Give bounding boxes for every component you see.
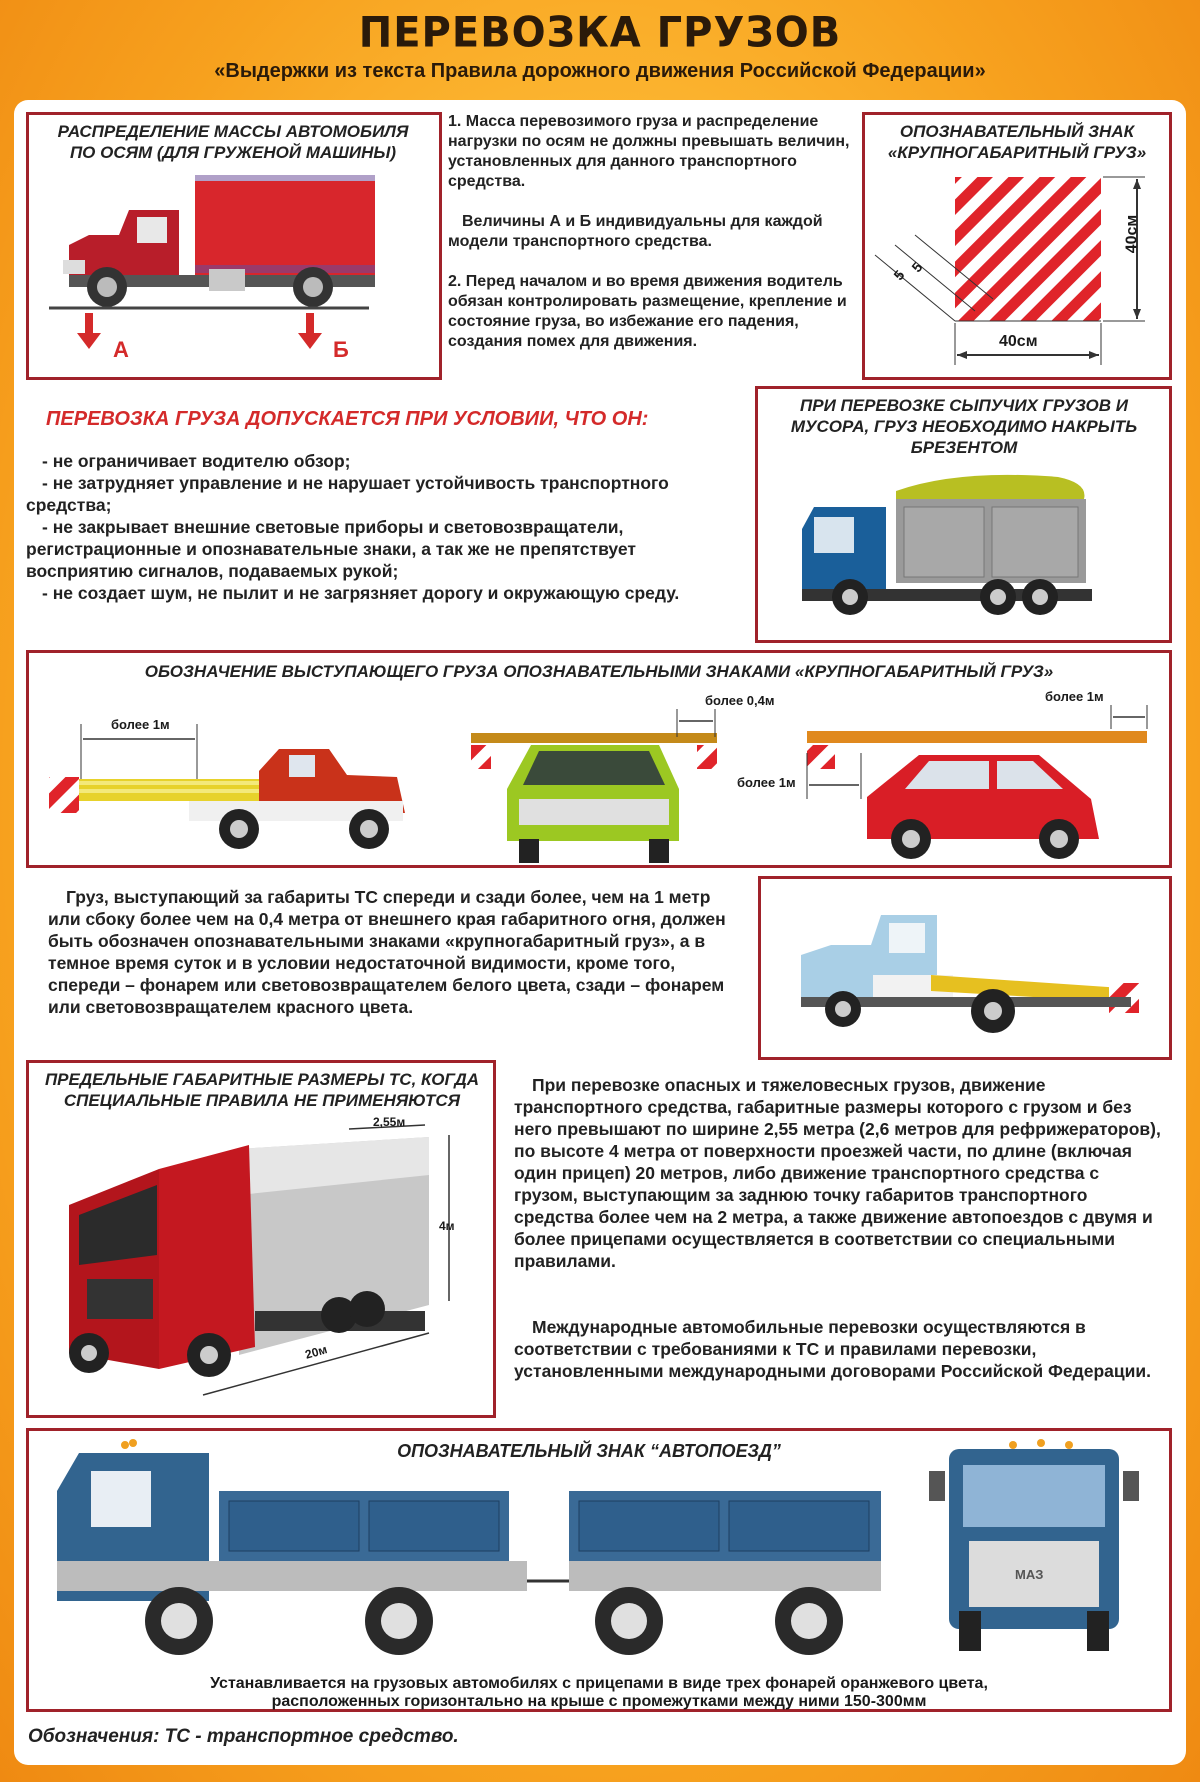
protrude-front-label: более 1м xyxy=(1045,689,1104,704)
dangerous-goods-text: При перевозке опасных и тяжеловесных грузов, движение транспортного средства, габаритные размеры которого с грузом и без него превышают по ширине 2,55 метра (2,6 метров для рефрижераторов), по высоте 4 метра от поверхности проезжей части, по длине (включая один прицеп) 20 метров, либо движение транспортного средства с грузом, выступающим за заднюю точку габаритов транспортного средства более чем на 2 метра, а также движение автопоездов с двумя и более прицепами осуществляется в соответствии со специальными правилами. xyxy=(514,1075,1161,1271)
rules-text xyxy=(448,112,860,352)
condition-item: - не создает шум, не пылит и не загрязняет дорогу и окружающую среду. xyxy=(42,583,680,603)
protruding-rules-text: Груз, выступающий за габариты ТС спереди и сзади более, чем на 1 метр или сбоку более чем на 0,4 метра от внешнего края габаритного огня, должен быть обозначен опознавательными знаками «крупногабаритный груз», а в темное время суток и в условии недостаточной видимости, кроме того, спереди – фонарем или световозвращателем белого цвета, сзади – фонарем или световозвращателем красного цвета. xyxy=(48,887,726,1017)
road-train-box xyxy=(26,1428,1172,1712)
axle-label-b: Б xyxy=(333,337,349,362)
grille-brand-label: МАЗ xyxy=(1015,1567,1044,1582)
road-train-title: ОПОЗНАВАТЕЛЬНЫЙ ЗНАК “АВТОПОЕЗД” xyxy=(397,1441,781,1461)
abbreviations-footnote: Обозначения: ТС - транспортное средство. xyxy=(28,1726,459,1747)
blue-dump-truck-illustration xyxy=(758,469,1168,639)
axle-label-a: А xyxy=(113,337,129,362)
dimensions-box-title: ПРЕДЕЛЬНЫЕ ГАБАРИТНЫЕ РАЗМЕРЫ ТС, КОГДА СПЕЦИАЛЬНЫЕ ПРАВИЛА НЕ ПРИМЕНЯЮТСЯ xyxy=(44,1070,480,1110)
tarp-box-title: ПРИ ПЕРЕВОЗКЕ СЫПУЧИХ ГРУЗОВ И МУСОРА, ГРУЗ НЕОБХОДИМО НАКРЫТЬ БРЕЗЕНТОМ xyxy=(790,396,1138,457)
rule-2: 2. Перед началом и во время движения водитель обязан контролировать размещение, крепление и состояние груза, во избежание его падения, создания помех для движения. xyxy=(448,273,847,350)
protrude-rear-label: более 1м xyxy=(111,717,170,732)
international-transport-text: Международные автомобильные перевозки осуществляются в соответствии с требованиями к ТС и правилами перевозки, установленными международными договорами Российской Федерации. xyxy=(514,1317,1152,1381)
sign-stripe-label-2: 5 xyxy=(908,258,926,276)
sign-height-label: 40см xyxy=(1123,214,1141,254)
dim-length-label: 20м xyxy=(303,1342,329,1362)
blue-flatbed-truck-illustration xyxy=(761,879,1169,1057)
condition-item: - не закрывает внешние световые приборы и световозвращатели, регистрационные и опознавательные знаки, а так же не препятствует восприятию сигналов, подаваемых рукой; xyxy=(26,517,636,581)
conditions-heading: ПЕРЕВОЗКА ГРУЗА ДОПУСКАЕТСЯ ПРИ УСЛОВИИ, ЧТО ОН: xyxy=(46,408,649,430)
page-subtitle: «Выдержки из текста Правила дорожного движения Российской Федерации» xyxy=(214,60,986,82)
road-train-illustration xyxy=(29,1431,1169,1667)
protrude-rear2-label: более 1м xyxy=(737,775,796,790)
protruding-box-title: ОБОЗНАЧЕНИЕ ВЫСТУПАЮЩЕГО ГРУЗА ОПОЗНАВАТЕЛЬНЫМИ ЗНАКАМИ «КРУПНОГАБАРИТНЫЙ ГРУЗ» xyxy=(144,662,1054,681)
road-train-caption-2: расположенных горизонтально на крыше с промежутками между ними 150-300мм xyxy=(271,1693,927,1710)
oversize-sign-box xyxy=(862,112,1172,380)
conditions-list xyxy=(26,450,746,604)
red-van-illustration xyxy=(29,165,439,375)
sign-stripe-label: 5 xyxy=(890,266,908,284)
tarp-box xyxy=(755,386,1172,643)
protruding-load-box xyxy=(26,650,1172,868)
axle-distribution-box xyxy=(26,112,442,380)
protruding-load-illustration xyxy=(29,689,1169,869)
dim-height-label: 4м xyxy=(439,1219,455,1233)
red-semi-truck-illustration xyxy=(29,1115,493,1415)
rule-values: Величины А и Б индивидуальны для каждой модели транспортного средства. xyxy=(448,213,823,250)
dim-width-label: 2,55м xyxy=(373,1115,406,1129)
sign-box-title: ОПОЗНАВАТЕЛЬНЫЙ ЗНАК «КРУПНОГАБАРИТНЫЙ ГРУЗ» xyxy=(887,122,1147,162)
axle-box-title: РАСПРЕДЕЛЕНИЕ МАССЫ АВТОМОБИЛЯ ПО ОСЯМ (ДЛЯ ГРУЖЕНОЙ МАШИНЫ) xyxy=(57,122,409,162)
tow-truck-box xyxy=(758,876,1172,1060)
road-train-caption-1: Устанавливается на грузовых автомобилях с прицепами в виде трех фонарей оранжевого цвета, xyxy=(210,1675,988,1692)
rule-1: 1. Масса перевозимого груза и распределение нагрузки по осям не должны превышать величин, установленных для данного транспортного средства. xyxy=(448,113,850,190)
condition-item: - не затрудняет управление и не нарушает устойчивость транспортного средства; xyxy=(26,473,669,515)
condition-item: - не ограничивает водителю обзор; xyxy=(42,451,351,471)
page-title: ПЕРЕВОЗКА ГРУЗОВ xyxy=(358,8,842,58)
sign-width-label: 40см xyxy=(999,333,1038,350)
protrude-side-label: более 0,4м xyxy=(705,693,775,708)
dimensions-box xyxy=(26,1060,496,1418)
